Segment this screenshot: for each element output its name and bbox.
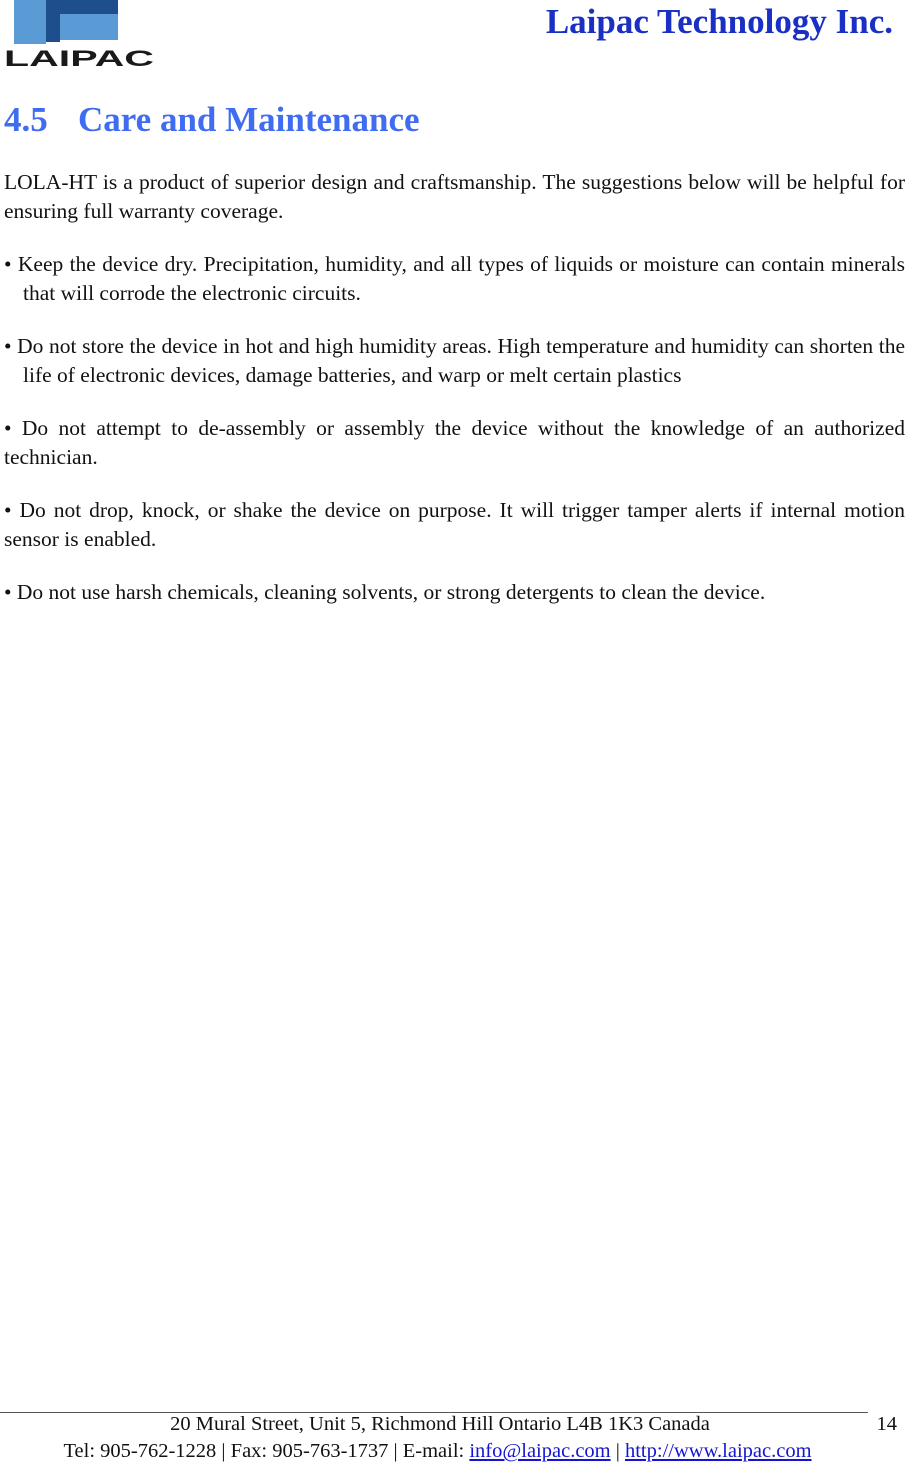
bullet-keep-dry: • Keep the device dry. Precipitation, humidity, and all types of liquids or moisture can contain minerals that will corrode the electronic circuits. [4, 252, 905, 305]
footer-contact [0, 1440, 875, 1463]
contact-phone-fax: Tel: 905-762-1228 | Fax: 905-763-1737 | E-mail: [63, 1440, 470, 1462]
website-link[interactable]: http://www.laipac.com [624, 1440, 812, 1462]
logo-wordmark: LAIPAC [4, 46, 155, 68]
bullet-no-disassembly: • Do not attempt to de-assembly or assembly the device without the knowledge of an authorized technician. [4, 416, 905, 469]
company-name: Laipac Technology Inc. [545, 2, 893, 41]
section-number: 4.5 [4, 100, 48, 139]
logo-mark-icon [4, 0, 156, 68]
bullet-no-hot-storage: • Do not store the device in hot and high humidity areas. High temperature and humidity can shorten the life of electronic devices, damage batteries, and warp or melt certain plastics [4, 334, 905, 387]
bullet-no-harsh-chemicals: • Do not use harsh chemicals, cleaning solvents, or strong detergents to clean the device. [4, 580, 766, 604]
email-link[interactable]: info@laipac.com [469, 1440, 611, 1462]
bullet-no-drop: • Do not drop, knock, or shake the device on purpose. It will trigger tamper alerts if internal motion sensor is enabled. [4, 498, 905, 551]
page-number: 14 [876, 1413, 897, 1435]
section-heading [4, 100, 420, 140]
body-content [4, 168, 905, 632]
laipac-logo [4, 0, 156, 68]
section-title: Care and Maintenance [78, 100, 420, 139]
footer-address: 20 Mural Street, Unit 5, Richmond Hill Ontario L4B 1K3 Canada [170, 1413, 710, 1435]
contact-separator: | [610, 1440, 625, 1462]
intro-paragraph: LOLA-HT is a product of superior design and craftsmanship. The suggestions below will be helpful for ensuring full warranty coverage. [4, 170, 905, 223]
